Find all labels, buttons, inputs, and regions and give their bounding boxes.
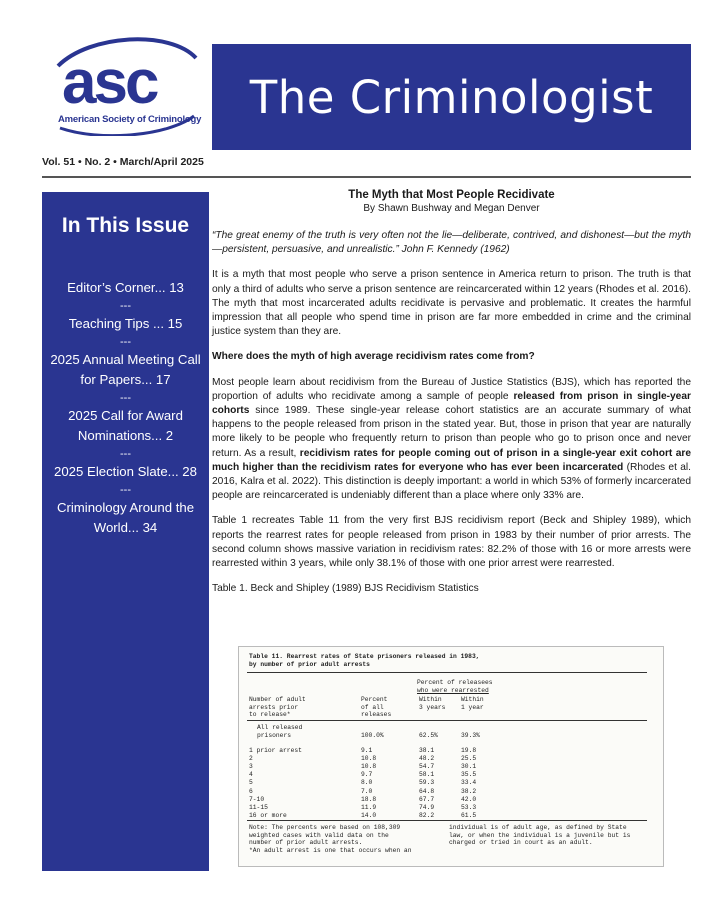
paragraph-2-text: since 1989. These single-year release cohort statistics are an accurate summary of what happens to the people released from prison in the stated year. But, those in prison that year are naturally more likely to be people who frequently return to prison than people who go to prison once and never return. As a result,	[212, 405, 691, 459]
scan-cell: 39.3%	[461, 732, 480, 739]
scan-cell: 67.7	[419, 795, 435, 803]
scan-header-text: 1 year	[461, 703, 484, 711]
scan-cell: 58.1	[419, 771, 435, 779]
scan-row-label: 6	[249, 787, 253, 795]
scan-cell: 74.9	[419, 803, 435, 811]
scan-note-line: charged or tried in court as an adult.	[449, 839, 593, 847]
scan-row-label: 3	[249, 763, 253, 771]
scan-note-line: law, or when the individual is a juvenile but is	[449, 831, 631, 839]
paragraph-2-text: (Rhodes et al. 2016, Kalra et al. 2022). This distinction is deeply important: a world in which 53% of formerly incarcerated people are reincarcerated is undeniably different than a place where only 33% are.	[212, 461, 691, 502]
sidebar-item[interactable]: Criminology Around the World... 34	[56, 500, 195, 535]
scan-note-left	[249, 824, 412, 854]
sidebar-separator: ---	[120, 392, 131, 404]
scan-cell: 8.0	[361, 779, 373, 787]
scan-header-text: to release*	[249, 711, 291, 719]
masthead-title: The Criminologist	[249, 70, 654, 124]
table-caption: Table 1. Beck and Shipley (1989) BJS Recidivism Statistics	[212, 583, 479, 595]
scan-cell: 14.0	[361, 811, 377, 819]
article-byline: By Shawn Bushway and Megan Denver	[363, 203, 540, 214]
scan-note-line: *An adult arrest is one that occurs when an	[249, 846, 412, 854]
scan-cell: 64.8	[419, 787, 435, 795]
scan-note-line: individual is of adult age, as defined by State	[449, 824, 627, 831]
scan-cell: 100.0%	[361, 732, 384, 739]
sidebar-title: In This Issue	[61, 214, 190, 237]
scan-cell: prisoners	[257, 731, 292, 739]
scan-cell: 48.2	[419, 755, 435, 763]
scan-cell: 82.2	[419, 811, 435, 819]
scan-header-text: Percent of releasees	[417, 679, 493, 686]
scan-row-label: 16 or more	[249, 811, 287, 819]
scan-cell: 18.8	[361, 795, 377, 803]
scan-col2-header	[361, 696, 391, 719]
article-title: The Myth that Most People Recidivate	[348, 189, 555, 201]
scan-row-label: 2	[249, 755, 253, 763]
scan-cell: 38.2	[461, 787, 477, 795]
scan-cell: 10.8	[361, 763, 377, 771]
scan-cell: 25.5	[461, 755, 477, 763]
scan-row-label: 7-10	[249, 795, 265, 803]
header-rule	[42, 176, 691, 178]
scan-header-text: arrests prior	[249, 703, 299, 711]
scan-note-line: weighted cases with valid data on the	[249, 831, 389, 839]
scan-cell: 7.0	[361, 787, 373, 795]
scan-col4-header	[461, 696, 484, 711]
scan-header-text: who were rearrested	[417, 686, 489, 694]
scan-title-line1: Table 11. Rearrest rates of State prisoners released in 1983,	[249, 653, 480, 660]
scan-row-label: 5	[249, 779, 253, 787]
scan-col1-header	[249, 696, 306, 719]
article	[212, 188, 691, 606]
scan-cell: 10.8	[361, 755, 377, 763]
scan-header-text: Number of adult	[249, 696, 306, 703]
scan-cell: All released	[257, 724, 303, 731]
paragraph-2-text: Most people learn about recidivism from the Bureau of Justice Statistics (BJS), which has reported the proportion of adults who recidivate among a sample of people	[212, 376, 691, 402]
sidebar-separator: ---	[120, 336, 131, 348]
masthead-banner	[212, 44, 691, 150]
scan-cell: 9.1	[361, 747, 373, 754]
scan-cell: 54.7	[419, 763, 435, 771]
scan-cell: 38.1	[419, 747, 435, 754]
logo-subtitle: American Society of Criminology	[58, 114, 202, 125]
scan-cell: 53.3	[461, 803, 477, 811]
sidebar-separator: ---	[120, 484, 131, 496]
scan-header-text: Percent	[361, 696, 388, 703]
sidebar-list	[42, 278, 209, 538]
scan-rule-top	[247, 672, 647, 673]
scan-rule-header	[247, 720, 647, 721]
scan-cell: 35.5	[461, 771, 477, 779]
scan-cell: 33.4	[461, 779, 477, 787]
scan-col3-header	[419, 696, 445, 711]
epigraph-quote: “The great enemy of the truth is very often not the lie—deliberate, contrived, and dishonest—but the myth—persistent, persuasive, and unrealistic.” John F. Kennedy (1962)	[212, 230, 691, 256]
scan-rule-bottom	[247, 820, 647, 821]
scan-cell: 61.5	[461, 811, 477, 819]
paragraph-2	[212, 376, 691, 504]
scan-cell: 19.8	[461, 747, 477, 754]
paragraph-1: It is a myth that most people who serve a prison sentence in America return to prison. The truth is that only a third of adults who serve a prison sentence are reincarcerated within 12 years (Rhodes et al. 2016). The myth that most incarcerated adults recidivate is pervasive and problematic. It creates the harmful impression that all people who spend time in prison are far more embedded in crime and the criminal justice system than they are.	[212, 269, 691, 338]
scan-header-text: releases	[361, 711, 392, 719]
scan-cell: 11.9	[361, 803, 377, 811]
sidebar-item[interactable]: 2025 Annual Meeting Call for Papers... 17	[50, 352, 201, 387]
paragraph-3: Table 1 recreates Table 11 from the very first BJS recidivism report (Beck and Shipley 1989), which reports the rearrest rates for people released from prison in 1983 by their number of prior arrests. The second column shows massive variation in recidivism rates: 82.2% of those with 16 or more arrests were rearrested within 3 years, while only 38.1% of those with one prior arrest were rearrested.	[212, 515, 691, 570]
scan-cell: 30.1	[461, 763, 477, 771]
scanned-table-image	[238, 646, 664, 867]
scan-title-line2: by number of prior adult arrests	[249, 661, 370, 668]
issue-line: Vol. 51 • No. 2 • March/April 2025	[42, 156, 204, 168]
scan-header-text: of all	[361, 703, 384, 711]
section-subhead: Where does the myth of high average recidivism rates come from?	[212, 351, 535, 363]
scan-header-text: 3 years	[419, 703, 446, 711]
scan-row-label: 11-15	[249, 803, 268, 811]
scan-cell: 9.7	[361, 771, 373, 779]
scan-cell: 59.3	[419, 779, 435, 787]
sidebar-item[interactable]: 2025 Call for Award Nominations... 2	[68, 408, 183, 443]
scan-row-label: 4	[249, 771, 253, 779]
sidebar-separator: ---	[120, 300, 131, 312]
scan-header-text: Within	[419, 696, 442, 703]
scan-header-text: Within	[461, 696, 484, 703]
scan-row-label: 1 prior arrest	[249, 747, 302, 754]
scan-cell: 42.0	[461, 795, 477, 803]
scan-note-right	[449, 824, 630, 847]
paragraph-2-bold: released from prison in single-year cohorts	[212, 390, 691, 417]
scan-all-label	[257, 724, 302, 739]
sidebar-item[interactable]: Editor’s Corner... 13	[67, 280, 184, 295]
paragraph-2-bold: recidivism rates for people coming out of prison in a single-year exit cohort are much higher than the recidivism rates for everyone who has ever been incarcerated	[212, 447, 691, 473]
in-this-issue-sidebar	[42, 192, 209, 871]
scan-cell: 62.5%	[419, 732, 438, 739]
scan-note-line: Note: The percents were based on 108,309	[249, 824, 401, 831]
sidebar-separator: ---	[120, 448, 131, 460]
sidebar-item[interactable]: 2025 Election Slate... 28	[54, 464, 197, 479]
scan-col3-group	[417, 679, 493, 694]
sidebar-item[interactable]: Teaching Tips ... 15	[68, 316, 183, 331]
scan-note-line: number of prior adult arrests.	[249, 839, 363, 847]
logo-text: asc	[62, 48, 157, 117]
